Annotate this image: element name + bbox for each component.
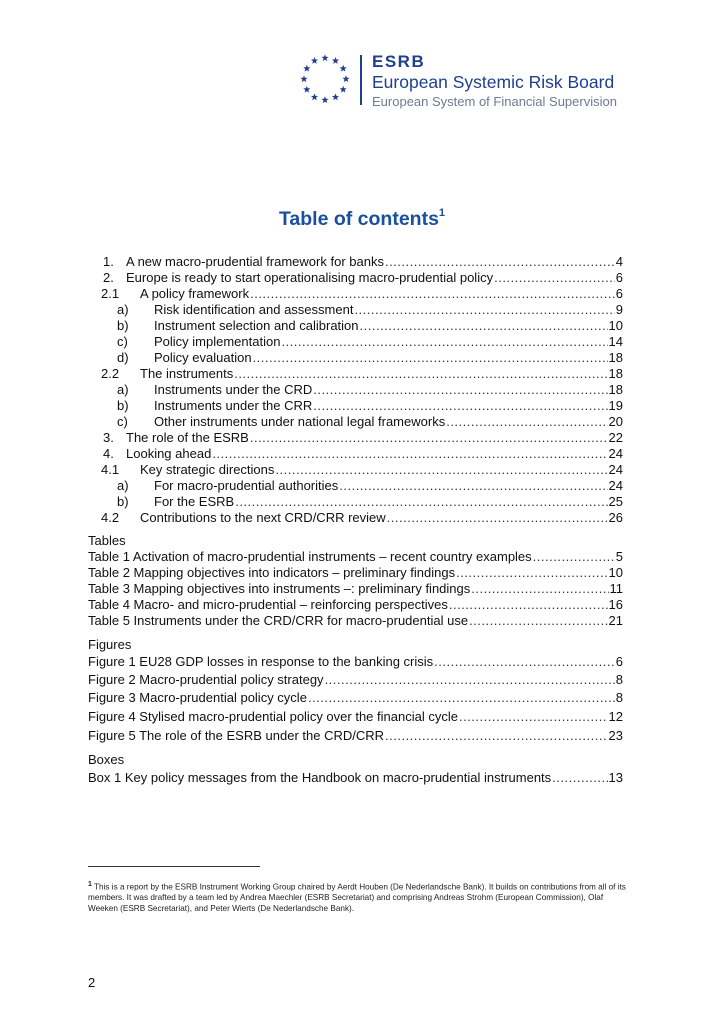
toc-entry-page: 24 xyxy=(608,462,623,477)
toc-entry-page: 6 xyxy=(615,654,623,669)
toc-entry-label: Instrument selection and calibration xyxy=(154,318,359,333)
toc-entry[interactable] xyxy=(88,728,623,744)
toc-entry-label: Figure 1 EU28 GDP losses in response to the banking crisis xyxy=(88,654,434,669)
toc-entry[interactable] xyxy=(103,430,623,446)
toc-entry-page: 8 xyxy=(615,672,623,687)
esrb-logo xyxy=(298,52,618,112)
star-icon xyxy=(321,54,328,61)
page-title xyxy=(0,208,724,231)
dot-leader xyxy=(469,613,607,629)
toc-entry-page: 20 xyxy=(608,414,623,429)
star-icon xyxy=(311,93,318,100)
toc-entry-label: Instruments under the CRR xyxy=(154,398,313,413)
logo-acronym: ESRB xyxy=(372,52,426,71)
star-icon xyxy=(321,96,328,103)
dot-leader xyxy=(235,494,607,510)
toc-entry[interactable] xyxy=(88,690,623,706)
toc-entry[interactable] xyxy=(88,613,623,629)
footnote-divider xyxy=(88,866,260,867)
toc-entry-label: Europe is ready to start operationalising macro-prudential policy xyxy=(126,270,494,285)
toc-entry-label: Box 1 Key policy messages from the Handbook on macro-prudential instruments xyxy=(88,770,552,785)
toc-entry-label: For macro-prudential authorities xyxy=(154,478,339,493)
toc-entry-label: Other instruments under national legal frameworks xyxy=(154,414,446,429)
toc-entry-page: 18 xyxy=(608,350,623,365)
toc-entry[interactable] xyxy=(88,597,623,613)
dot-leader xyxy=(449,597,608,613)
toc-entry[interactable] xyxy=(103,254,623,270)
star-icon xyxy=(342,75,349,82)
toc-entry-label: Key strategic directions xyxy=(140,462,275,477)
dot-leader xyxy=(313,398,607,414)
toc-entry-number: d) xyxy=(117,350,129,365)
toc-entry-label: Instruments under the CRD xyxy=(154,382,313,397)
toc-entry[interactable] xyxy=(103,270,623,286)
dot-leader xyxy=(494,270,615,286)
toc-entry-page: 22 xyxy=(608,430,623,445)
dot-leader xyxy=(212,446,607,462)
star-icon xyxy=(311,57,318,64)
toc-entry[interactable] xyxy=(101,366,623,382)
dot-leader xyxy=(385,728,608,744)
toc-entry-label: Figure 4 Stylised macro-prudential policy over the financial cycle xyxy=(88,709,458,724)
toc-entry[interactable] xyxy=(117,494,623,510)
figures-heading: Figures xyxy=(88,637,132,652)
toc-entry-page: 6 xyxy=(615,286,623,301)
toc-entry-number: a) xyxy=(117,478,129,493)
toc-entry[interactable] xyxy=(101,462,623,478)
toc-entry-page: 9 xyxy=(615,302,623,317)
logo-divider xyxy=(360,55,362,105)
logo-wordmark xyxy=(372,52,617,112)
toc-entry-label: Looking ahead xyxy=(126,446,212,461)
toc-entry-page: 11 xyxy=(609,581,623,596)
toc-entry-number: 2. xyxy=(103,270,114,285)
toc-entry-number: 1. xyxy=(103,254,114,269)
toc-entry-number: 4.2 xyxy=(101,510,120,525)
footnote-text: This is a report by the ESRB Instrument Working Group chaired by Aerdt Houben (De Nederlandsche Bank). It builds on contributions from all of its members. It was drafted by a team led by Andrea Maechler (ESRB Secretariat) and comprising Andreas Strohm (European Commission), Olaf Weeken (ESRB Secretariat), and Peter Wierts (De Nederlandsche Bank). xyxy=(88,882,626,913)
toc-entry-page: 16 xyxy=(608,597,623,612)
toc-entry-label: Table 1 Activation of macro-prudential instruments – recent country examples xyxy=(88,549,532,564)
toc-entry-label: Policy implementation xyxy=(154,334,281,349)
toc-entry-label: A policy framework xyxy=(140,286,250,301)
toc-entry-page: 19 xyxy=(608,398,623,413)
dot-leader xyxy=(459,709,608,725)
tables-heading: Tables xyxy=(88,533,126,548)
toc-entry[interactable] xyxy=(88,709,623,725)
toc-entry-number: c) xyxy=(117,414,128,429)
dot-leader xyxy=(250,286,615,302)
toc-entry-label: Figure 2 Macro-prudential policy strategy xyxy=(88,672,324,687)
toc-entry-page: 13 xyxy=(608,770,623,785)
toc-entry-number: 2.2 xyxy=(101,366,120,381)
dot-leader xyxy=(308,690,615,706)
toc-entry-page: 5 xyxy=(615,549,623,564)
toc-entry[interactable] xyxy=(88,672,623,688)
toc-entry[interactable] xyxy=(117,350,623,366)
toc-entry-number: c) xyxy=(117,334,128,349)
dot-leader xyxy=(250,430,608,446)
logo-org-name: European Systemic Risk Board xyxy=(372,72,615,92)
toc-entry-label: The role of the ESRB xyxy=(126,430,249,445)
toc-entry-page: 6 xyxy=(615,270,623,285)
toc-entry[interactable] xyxy=(117,478,623,494)
toc-entry-number: a) xyxy=(117,382,129,397)
toc-entry[interactable] xyxy=(88,549,623,565)
toc-entry-page: 10 xyxy=(608,565,623,580)
dot-leader xyxy=(456,565,607,581)
toc-entry-label: Contributions to the next CRD/CRR review xyxy=(140,510,386,525)
toc-entry-number: b) xyxy=(117,398,129,413)
toc-entry[interactable] xyxy=(117,382,623,398)
page-title-text: Table of contents xyxy=(278,208,439,230)
toc-entry-page: 24 xyxy=(608,478,623,493)
toc-entry-label: Table 2 Mapping objectives into indicators – preliminary findings xyxy=(88,565,456,580)
dot-leader xyxy=(253,350,608,366)
toc-entry[interactable] xyxy=(117,414,623,430)
toc-entry[interactable] xyxy=(88,770,623,786)
toc-entry-number: 4. xyxy=(103,446,114,461)
toc-entry-number: b) xyxy=(117,318,129,333)
toc-entry[interactable] xyxy=(101,286,623,302)
toc-entry[interactable] xyxy=(88,654,623,670)
toc-entry-page: 18 xyxy=(608,382,623,397)
toc-entry[interactable] xyxy=(88,565,623,581)
eu-stars-icon xyxy=(298,52,352,106)
toc-entry-page: 25 xyxy=(608,494,623,509)
toc-entry-label: For the ESRB xyxy=(154,494,235,509)
star-icon xyxy=(300,75,307,82)
toc-entry-page: 14 xyxy=(608,334,623,349)
star-icon xyxy=(303,65,310,72)
star-icon xyxy=(340,65,347,72)
toc-entry-label: Figure 5 The role of the ESRB under the CRD/CRR xyxy=(88,728,385,743)
toc-entry-page: 8 xyxy=(615,690,623,705)
toc-entry-label: Table 5 Instruments under the CRD/CRR for macro-prudential use xyxy=(88,613,469,628)
boxes-heading: Boxes xyxy=(88,752,125,767)
dot-leader xyxy=(325,672,615,688)
dot-leader xyxy=(533,549,615,565)
toc-entry[interactable] xyxy=(117,318,623,334)
toc-entry-page: 21 xyxy=(608,613,623,628)
dot-leader xyxy=(275,462,607,478)
toc-entry-label: Table 4 Macro- and micro-prudential – reinforcing perspectives xyxy=(88,597,448,612)
star-icon xyxy=(303,86,310,93)
star-icon xyxy=(340,86,347,93)
toc-entry[interactable] xyxy=(117,334,623,350)
toc-entry[interactable] xyxy=(117,398,623,414)
dot-leader xyxy=(552,770,607,786)
toc-entry-page: 12 xyxy=(608,709,623,724)
dot-leader xyxy=(434,654,615,670)
footnote-marker: 1 xyxy=(88,881,92,888)
dot-leader xyxy=(360,318,608,334)
dot-leader xyxy=(446,414,607,430)
dot-leader xyxy=(385,254,615,270)
toc-entry-number: b) xyxy=(117,494,129,509)
dot-leader xyxy=(387,510,608,526)
footnote xyxy=(88,880,628,914)
toc-entry-number: 3. xyxy=(103,430,114,445)
title-footnote-ref: 1 xyxy=(438,206,446,219)
star-icon xyxy=(332,93,339,100)
toc-entry-page: 4 xyxy=(615,254,623,269)
toc-entry-label: Risk identification and assessment xyxy=(154,302,354,317)
dot-leader xyxy=(471,581,608,597)
toc-entry-label: Policy evaluation xyxy=(154,350,252,365)
toc-entry-number: 4.1 xyxy=(101,462,120,477)
toc-entry[interactable] xyxy=(88,581,623,597)
dot-leader xyxy=(281,334,607,350)
dot-leader xyxy=(354,302,614,318)
toc-entry-page: 18 xyxy=(608,366,623,381)
toc-entry-page: 10 xyxy=(608,318,623,333)
toc-entry[interactable] xyxy=(101,510,623,526)
toc-entry-label: Figure 3 Macro-prudential policy cycle xyxy=(88,690,307,705)
toc-entry-page: 26 xyxy=(608,510,623,525)
dot-leader xyxy=(313,382,607,398)
dot-leader xyxy=(339,478,607,494)
toc-entry-page: 23 xyxy=(608,728,623,743)
toc-entry[interactable] xyxy=(103,446,623,462)
star-icon xyxy=(332,57,339,64)
toc-entry-page: 24 xyxy=(608,446,623,461)
toc-entry[interactable] xyxy=(117,302,623,318)
toc-entry-label: The instruments xyxy=(140,366,234,381)
logo-system-name: European System of Financial Supervision xyxy=(372,94,617,109)
dot-leader xyxy=(234,366,607,382)
toc-entry-label: A new macro-prudential framework for banks xyxy=(126,254,384,269)
page-number: 2 xyxy=(88,975,96,990)
toc-entry-number: a) xyxy=(117,302,129,317)
toc-entry-number: 2.1 xyxy=(101,286,120,301)
toc-entry-label: Table 3 Mapping objectives into instruments –: preliminary findings xyxy=(88,581,471,596)
